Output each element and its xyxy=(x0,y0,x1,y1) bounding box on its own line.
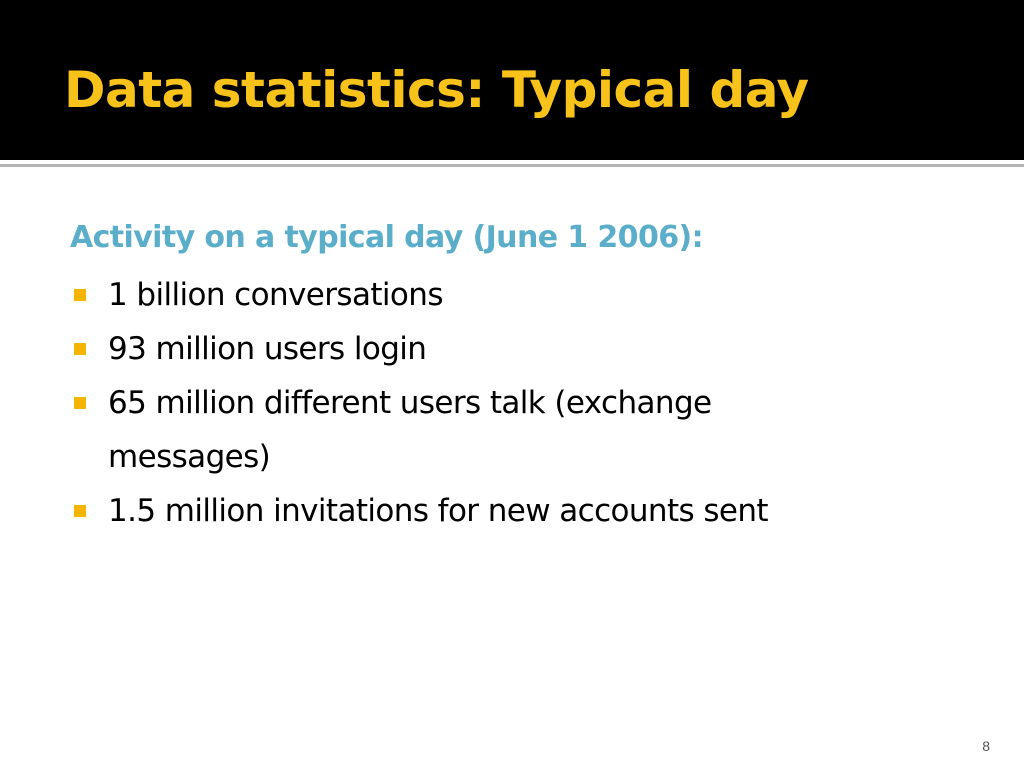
page-number: 8 xyxy=(982,738,990,754)
square-bullet-icon xyxy=(74,505,86,517)
bullet-item xyxy=(70,322,970,376)
square-bullet-icon xyxy=(74,397,86,409)
square-bullet-icon xyxy=(74,289,86,301)
bullet-text: 1.5 million invitations for new accounts sent xyxy=(108,493,768,529)
bullet-item xyxy=(70,484,970,538)
slide-body xyxy=(70,212,970,538)
slide-title: Data statistics: Typical day xyxy=(64,61,809,119)
bullet-text: 1 billion conversations xyxy=(108,277,443,313)
bullet-list xyxy=(70,268,970,538)
bullet-text: 65 million different users talk (exchange messages) xyxy=(108,385,712,475)
title-bar xyxy=(0,0,1024,160)
intro-heading: Activity on a typical day (June 1 2006): xyxy=(70,220,704,255)
bullet-item xyxy=(70,376,970,484)
title-divider xyxy=(0,164,1024,167)
square-bullet-icon xyxy=(74,343,86,355)
bullet-item xyxy=(70,268,970,322)
bullet-text: 93 million users login xyxy=(108,331,427,367)
